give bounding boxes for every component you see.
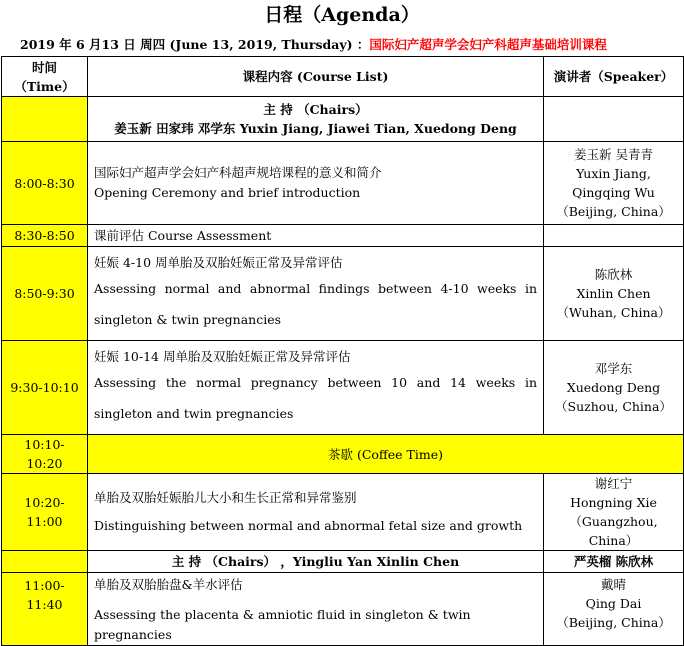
speaker-cell xyxy=(544,474,684,551)
speaker-line: 戴晴 xyxy=(600,577,626,592)
speaker-line: Xinlin Chen xyxy=(576,286,651,301)
content-zh: 单胎及双胎胎盘&羊水评估 xyxy=(94,577,243,592)
time-cell: 9:30-10:10 xyxy=(2,341,88,435)
speaker-line: （Guangzhou, China） xyxy=(569,514,658,548)
chairs-cell xyxy=(88,97,544,142)
content-cell xyxy=(88,142,544,225)
speaker-line: 谢红宁 xyxy=(594,476,633,491)
speaker-line: 姜玉新 吴青青 xyxy=(574,147,653,162)
speaker-line: Qing Dai xyxy=(585,596,642,611)
content-cell xyxy=(88,341,544,435)
time-header-zh: 时间 xyxy=(31,59,57,75)
chairs-row xyxy=(2,97,684,142)
table-row xyxy=(2,474,684,551)
content-zh: 单胎及双胎妊娠胎儿大小和生长正常和异常鉴别 xyxy=(94,490,357,505)
speaker-cell: 严英榴 陈欣林 xyxy=(544,551,684,573)
speaker-line: （Suzhou, China） xyxy=(555,399,672,414)
table-row xyxy=(2,225,684,247)
table-row xyxy=(2,247,684,341)
speaker-cell xyxy=(544,573,684,646)
content-cell xyxy=(88,247,544,341)
page-title: 日程（Agenda） xyxy=(264,4,420,26)
speaker-cell xyxy=(544,97,684,142)
time-cell xyxy=(2,97,88,142)
content-header: 课程内容 (Course List) xyxy=(88,57,544,97)
time-header-en: （Time） xyxy=(14,78,75,94)
speaker-line: Yuxin Jiang, xyxy=(576,166,651,181)
content-zh: 妊娠 10-14 周单胎及双胎妊娠正常及异常评估 xyxy=(94,348,351,364)
time-cell: 10:20-11:00 xyxy=(2,474,88,551)
table-row xyxy=(2,142,684,225)
speaker-line: （Beijing, China） xyxy=(556,204,671,219)
content-en: Opening Ceremony and brief introduction xyxy=(94,185,361,200)
content-cell xyxy=(88,474,544,551)
agenda-subtitle xyxy=(20,36,684,54)
time-cell: 8:30-8:50 xyxy=(2,225,88,247)
speaker-line: 陈欣林 xyxy=(594,267,633,282)
coffee-break-cell: 茶歇 (Coffee Time) xyxy=(88,435,684,474)
table-row xyxy=(2,573,684,646)
time-cell: 10:10-10:20 xyxy=(2,435,88,474)
chairs-names: 姜玉新 田家玮 邓学东 Yuxin Jiang, Jiawei Tian, Xuedong Deng xyxy=(114,121,517,136)
speaker-line: （Wuhan, China） xyxy=(556,305,671,320)
time-cell: 8:00-8:30 xyxy=(2,142,88,225)
time-cell: 11:00-11:40 xyxy=(2,573,88,646)
time-cell: 8:50-9:30 xyxy=(2,247,88,341)
agenda-table xyxy=(1,56,684,646)
content-cell xyxy=(88,573,544,646)
speaker-header: 演讲者（Speaker） xyxy=(544,57,684,97)
chairs-row xyxy=(2,551,684,573)
content-en: Assessing the normal pregnancy between 10 and 14 weeks in singleton and twin pregnancies xyxy=(94,374,537,421)
chairs-label: 主 持 （Chairs） xyxy=(263,102,368,117)
break-row xyxy=(2,435,684,474)
header-row xyxy=(2,57,684,97)
content-cell: 课前评估 Course Assessment xyxy=(88,225,544,247)
chairs-cell: 主 持 （Chairs） ，Yingliu Yan Xinlin Chen xyxy=(88,551,544,573)
speaker-cell xyxy=(544,142,684,225)
speaker-cell xyxy=(544,247,684,341)
speaker-line: Xuedong Deng xyxy=(566,380,661,395)
content-en: Distinguishing between normal and abnormal fetal size and growth xyxy=(94,518,523,533)
event-name: 国际妇产超声学会妇产科超声基础培训课程 xyxy=(369,37,607,52)
speaker-cell xyxy=(544,341,684,435)
content-en: Assessing the placenta & amniotic fluid in singleton & twin pregnancies xyxy=(94,607,471,642)
time-header xyxy=(2,57,88,97)
speaker-line: 邓学东 xyxy=(594,361,633,376)
speaker-line: Hongning Xie xyxy=(570,495,657,510)
speaker-line: Qingqing Wu xyxy=(572,185,655,200)
agenda-date: 2019 年 6 月13 日 周四 (June 13, 2019, Thursday) ： xyxy=(20,37,370,52)
content-zh: 国际妇产超声学会妇产科超声规培课程的意义和简介 xyxy=(94,165,382,180)
speaker-cell xyxy=(544,225,684,247)
time-cell xyxy=(2,551,88,573)
content-zh: 妊娠 4-10 周单胎及双胎妊娠正常及异常评估 xyxy=(94,254,343,270)
content-en: Assessing normal and abnormal findings between 4-10 weeks in singleton & twin pregnancies xyxy=(94,280,537,327)
table-row xyxy=(2,341,684,435)
speaker-line: （Beijing, China） xyxy=(556,615,671,630)
